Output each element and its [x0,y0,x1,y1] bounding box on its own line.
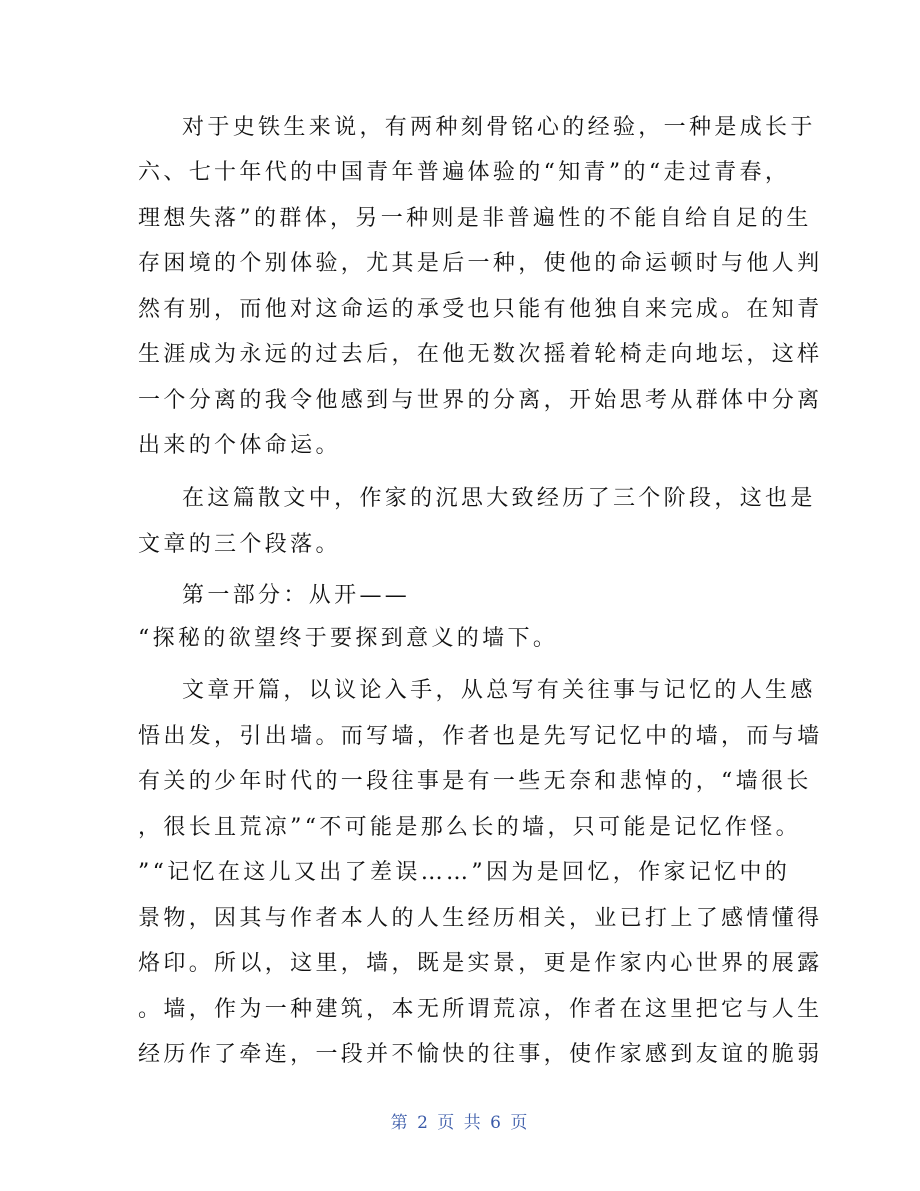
text-line: 然有别，而他对这命运的承受也只能有他独自来完成。在知青 [138,297,823,322]
text-line: 有关的少年时代的一段往事是有一些无奈和悲悼的，“墙很长 [138,769,812,794]
text-line: 悟出发，引出墙。而写墙，作者也是先写记忆中的墙，而与墙 [138,724,823,749]
text-line: 在这篇散文中，作家的沉思大致经历了三个阶段，这也是 [182,486,816,511]
text-line: 六、七十年代的中国青年普遍体验的“知青”的“走过青春， [138,160,791,185]
text-line: 景物，因其与作者本人的人生经历相关，业已打上了感情懂得 [138,906,823,931]
text-line: 文章开篇，以议论入手，从总写有关往事与记忆的人生感 [182,678,816,703]
text-line: 文章的三个段落。 [138,532,341,557]
text-line: 经历作了牵连，一段并不愉快的往事，使作家感到友谊的脆弱 [138,1042,823,1067]
text-line: ”“记忆在这儿又出了差误……”因为是回忆，作家记忆中的 [138,860,791,885]
text-line: ，很长且荒凉”“不可能是那么长的墙，只可能是记忆作怪。 [138,815,801,840]
text-line: 。墙，作为一种建筑，本无所谓荒凉，作者在这里把它与人生 [138,997,823,1022]
page-number-footer: 第 2 页 共 6 页 [390,1113,530,1133]
text-line: 烙印。所以，这里，墙，既是实景，更是作家内心世界的展露 [138,951,823,976]
text-line: 对于史铁生来说，有两种刻骨铭心的经验，一种是成长于 [182,115,816,140]
text-line: 存困境的个别体验，尤其是后一种，使他的命运顿时与他人判 [138,251,823,276]
text-line: 生涯成为永远的过去后，在他无数次摇着轮椅走向地坛，这样 [138,342,823,367]
text-line: “探秘的欲望终于要探到意义的墙下。 [138,626,559,651]
text-line: 理想失落”的群体，另一种则是非普遍性的不能自给自足的生 [138,206,812,231]
text-line: 出来的个体命运。 [138,433,341,458]
section-heading: 第一部分：从开—— [182,583,411,608]
text-line: 一个分离的我令他感到与世界的分离，开始思考从群体中分离 [138,388,823,413]
